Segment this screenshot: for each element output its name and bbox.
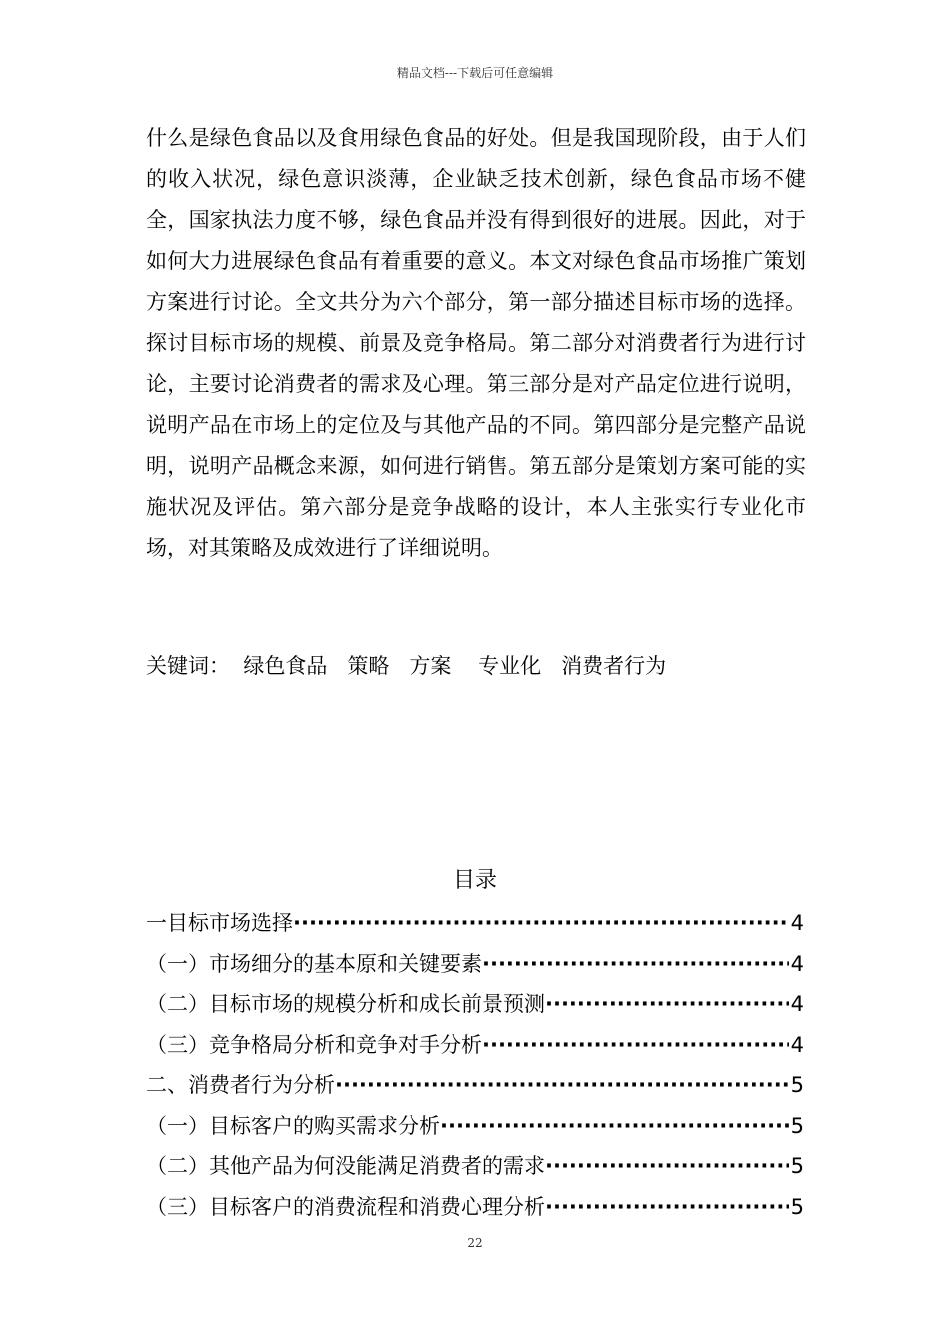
keyword-item: 绿色食品 xyxy=(243,654,328,678)
toc-entry[interactable] xyxy=(146,944,804,985)
table-of-contents xyxy=(146,903,804,1227)
keyword-item: 策略 xyxy=(347,654,390,678)
toc-leader-dots xyxy=(440,1106,789,1146)
toc-entry-page: 5 xyxy=(790,1113,804,1138)
toc-entry-label: （三）目标客户的消费流程和消费心理分析 xyxy=(146,1194,545,1219)
toc-entry[interactable] xyxy=(146,984,804,1025)
toc-entry-label: （一）市场细分的基本原和关键要素 xyxy=(146,951,482,976)
toc-entry-page: 5 xyxy=(790,1194,804,1219)
toc-leader-dots xyxy=(293,903,789,943)
keyword-item: 方案 xyxy=(409,654,452,678)
keyword-item: 消费者行为 xyxy=(561,654,667,678)
toc-leader-dots xyxy=(335,1065,789,1105)
toc-entry-page: 5 xyxy=(790,1154,804,1178)
keywords-line xyxy=(146,646,806,687)
toc-title: 目录 xyxy=(452,868,497,893)
toc-leader-dots xyxy=(482,1025,789,1065)
toc-entry-page: 4 xyxy=(790,1032,804,1057)
toc-entry-page: 4 xyxy=(790,911,804,935)
toc-leader-dots xyxy=(482,944,789,984)
toc-entry-label: 一目标市场选择 xyxy=(146,911,293,935)
keyword-item: 专业化 xyxy=(478,654,542,678)
toc-entry[interactable] xyxy=(146,1106,804,1147)
keywords-label: 关键词： xyxy=(146,654,230,678)
toc-leader-dots xyxy=(545,984,789,1024)
page-header: 精品文档---下载后可任意编辑 xyxy=(396,66,554,80)
toc-entry[interactable] xyxy=(146,1146,804,1187)
toc-entry-label: （一）目标客户的购买需求分析 xyxy=(146,1113,440,1138)
toc-entry-label: （二）其他产品为何没能满足消费者的需求 xyxy=(146,1154,545,1178)
toc-entry-label: （三）竞争格局分析和竞争对手分析 xyxy=(146,1032,482,1057)
toc-entry[interactable] xyxy=(146,1065,804,1106)
toc-entry-page: 4 xyxy=(790,951,804,976)
page-number: 22 xyxy=(467,1236,483,1250)
toc-entry-page: 5 xyxy=(790,1073,804,1097)
toc-entry[interactable] xyxy=(146,1187,804,1228)
toc-leader-dots xyxy=(545,1146,789,1186)
toc-entry-label: 二、消费者行为分析 xyxy=(146,1073,335,1097)
toc-entry-label: （二）目标市场的规模分析和成长前景预测 xyxy=(146,992,545,1016)
abstract-paragraph: 什么是绿色食品以及食用绿色食品的好处。但是我国现阶段，由于人们的收入状况，绿色意识淡薄，企业缺乏技术创新，绿色食品市场不健全，国家执法力度不够，绿色食品并没有得到很好的进展。因此，对于如何大力进展绿色食品有着重要的意义。本文对绿色食品市场推广策划方案进行讨论。全文共分为六个部分，第一部分描述目标市场的选择。探讨目标市场的规模、前景及竞争格局。第二部分对消费者行为进行讨论，主要讨论消费者的需求及心理。第三部分是对产品定位进行说明，说明产品在市场上的定位及与其他产品的不同。第四部分是完整产品说明，说明产品概念来源，如何进行销售。第五部分是策划方案可能的实施状况及评估。第六部分是竞争战略的设计，本人主张实行专业化市场，对其策略及成效进行了详细说明。 xyxy=(146,126,806,560)
toc-entry[interactable] xyxy=(146,903,804,944)
toc-entry-page: 4 xyxy=(790,992,804,1016)
toc-entry[interactable] xyxy=(146,1025,804,1066)
toc-leader-dots xyxy=(545,1187,789,1227)
